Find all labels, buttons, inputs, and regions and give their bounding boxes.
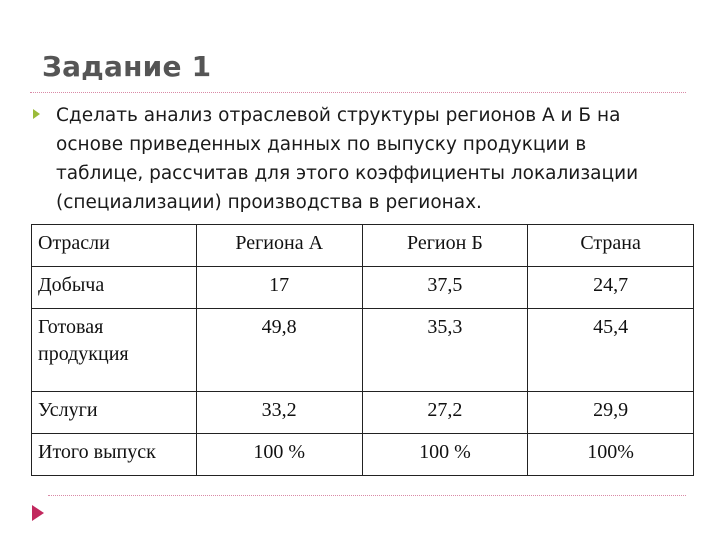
header-cell-industries: Отрасли [32, 225, 197, 267]
table-row [32, 434, 694, 476]
data-table [31, 224, 694, 476]
value-cell: 37,5 [362, 267, 528, 309]
row-label-cell: Итого выпуск [32, 434, 197, 476]
triangle-bullet-icon [33, 109, 40, 119]
value-cell: 29,9 [528, 392, 694, 434]
table-row [32, 392, 694, 434]
slide-title: Задание 1 [42, 50, 212, 83]
row-label-cell: Готовая продукция [32, 309, 197, 392]
header-cell-country: Страна [528, 225, 694, 267]
value-cell: 49,8 [196, 309, 362, 392]
value-cell: 24,7 [528, 267, 694, 309]
dotted-divider-bottom [48, 495, 686, 496]
row-label-cell: Добыча [32, 267, 197, 309]
value-cell: 100% [528, 434, 694, 476]
table-header-row [32, 225, 694, 267]
value-cell: 33,2 [196, 392, 362, 434]
value-cell: 45,4 [528, 309, 694, 392]
value-cell: 100 % [362, 434, 528, 476]
table-row [32, 267, 694, 309]
row-label-cell: Услуги [32, 392, 197, 434]
value-cell: 35,3 [362, 309, 528, 392]
header-cell-region-b: Регион Б [362, 225, 528, 267]
dotted-divider-top [30, 92, 686, 93]
task-description: Сделать анализ отраслевой структуры регионов А и Б на основе приведенных данных по выпуску продукции в таблице, рассчитав для этого коэффициенты локализации (специализации) производства в регионах. [56, 105, 639, 213]
value-cell: 27,2 [362, 392, 528, 434]
value-cell: 100 % [196, 434, 362, 476]
table-row [32, 309, 694, 392]
value-cell: 17 [196, 267, 362, 309]
header-cell-region-a: Региона А [196, 225, 362, 267]
triangle-arrow-icon [32, 505, 44, 521]
